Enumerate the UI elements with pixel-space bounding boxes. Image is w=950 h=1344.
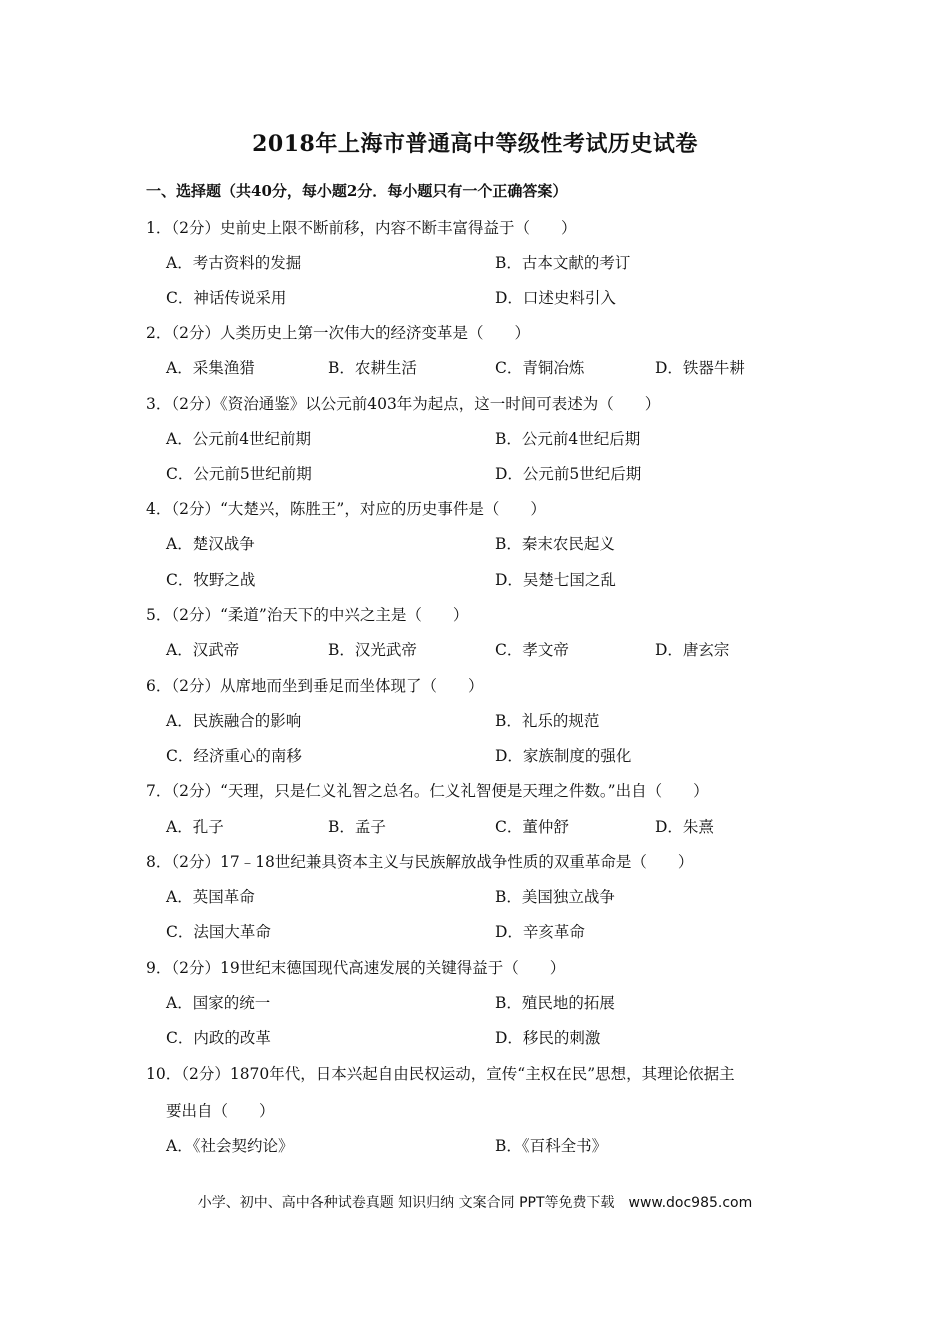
question-2-option-a: A．采集渔猎: [166, 359, 255, 377]
question-8-option-b: B．美国独立战争: [495, 888, 615, 906]
question-7-stem: 7．（2分）“天理，只是仁义礼智之总名。仁义礼智便是天理之件数。”出自（ ）: [146, 782, 709, 800]
question-6-stem: 6．（2分）从席地而坐到垂足而坐体现了（ ）: [146, 677, 484, 695]
page-footer: 小学、初中、高中各种试卷真题 知识归纳 文案合同 PPT等免费下载 www.doc985.com: [197, 1195, 753, 1211]
question-4-option-a: A．楚汉战争: [166, 535, 255, 553]
question-10-stem: 10．（2分）1870年代，日本兴起自由民权运动，宣传“主权在民”思想，其理论依据主: [146, 1065, 735, 1083]
question-2-option-d: D．铁器牛耕: [655, 359, 745, 377]
question-10-stem-continued: 要出自（ ）: [166, 1102, 275, 1120]
question-5-option-c: C．孝文帝: [495, 641, 569, 659]
question-6-option-a: A．民族融合的影响: [166, 712, 302, 730]
question-6-option-c: C．经济重心的南移: [166, 747, 302, 765]
question-2-stem: 2．（2分）人类历史上第一次伟大的经济变革是（ ）: [146, 324, 530, 342]
question-10-option-b: B．《百科全书》: [495, 1137, 608, 1155]
question-4-option-b: B．秦末农民起义: [495, 535, 615, 553]
question-3-option-c: C．公元前5世纪前期: [166, 465, 312, 483]
question-9-option-a: A．国家的统一: [166, 994, 271, 1012]
question-7-option-b: B．孟子: [328, 818, 386, 836]
question-3-option-d: D．公元前5世纪后期: [495, 465, 642, 483]
question-6-option-d: D．家族制度的强化: [495, 747, 632, 765]
question-4-option-d: D．吴楚七国之乱: [495, 571, 616, 589]
question-8-stem: 8．（2分）17﹣18世纪兼具资本主义与民族解放战争性质的双重革命是（ ）: [146, 853, 694, 871]
question-6-option-b: B．礼乐的规范: [495, 712, 600, 730]
question-5-option-a: A．汉武帝: [166, 641, 240, 659]
page-title: 2018年上海市普通高中等级性考试历史试卷: [252, 131, 698, 157]
section-heading: 一、选择题（共40分，每小题2分．每小题只有一个正确答案）: [146, 182, 568, 200]
question-7-option-c: C．董仲舒: [495, 818, 569, 836]
question-1-stem: 1．（2分）史前史上限不断前移，内容不断丰富得益于（ ）: [146, 219, 577, 237]
question-4-option-c: C．牧野之战: [166, 571, 256, 589]
question-3-option-b: B．公元前4世纪后期: [495, 430, 641, 448]
question-1-option-d: D．口述史料引入: [495, 289, 616, 307]
question-5-stem: 5．（2分）“柔道”治天下的中兴之主是（ ）: [146, 606, 469, 624]
question-5-option-d: D．唐玄宗: [655, 641, 730, 659]
question-1-option-b: B．古本文献的考订: [495, 254, 631, 272]
question-4-stem: 4．（2分）“大楚兴，陈胜王”，对应的历史事件是（ ）: [146, 500, 546, 518]
question-9-option-c: C．内政的改革: [166, 1029, 271, 1047]
question-8-option-a: A．英国革命: [166, 888, 255, 906]
question-2-option-b: B．农耕生活: [328, 359, 417, 377]
question-9-option-d: D．移民的刺激: [495, 1029, 601, 1047]
question-1-option-c: C．神话传说采用: [166, 289, 287, 307]
question-3-stem: 3．（2分）《资治通鉴》以公元前403年为起点，这一时间可表述为（ ）: [146, 395, 661, 413]
question-8-option-c: C．法国大革命: [166, 923, 271, 941]
question-9-stem: 9．（2分）19世纪末德国现代高速发展的关键得益于（ ）: [146, 959, 566, 977]
question-10-option-a: A．《社会契约论》: [166, 1137, 294, 1155]
question-1-option-a: A．考古资料的发掘: [166, 254, 302, 272]
question-3-option-a: A．公元前4世纪前期: [166, 430, 312, 448]
question-7-option-d: D．朱熹: [655, 818, 714, 836]
question-8-option-d: D．辛亥革命: [495, 923, 585, 941]
question-2-option-c: C．青铜冶炼: [495, 359, 585, 377]
question-7-option-a: A．孔子: [166, 818, 224, 836]
question-9-option-b: B．殖民地的拓展: [495, 994, 615, 1012]
question-5-option-b: B．汉光武帝: [328, 641, 417, 659]
